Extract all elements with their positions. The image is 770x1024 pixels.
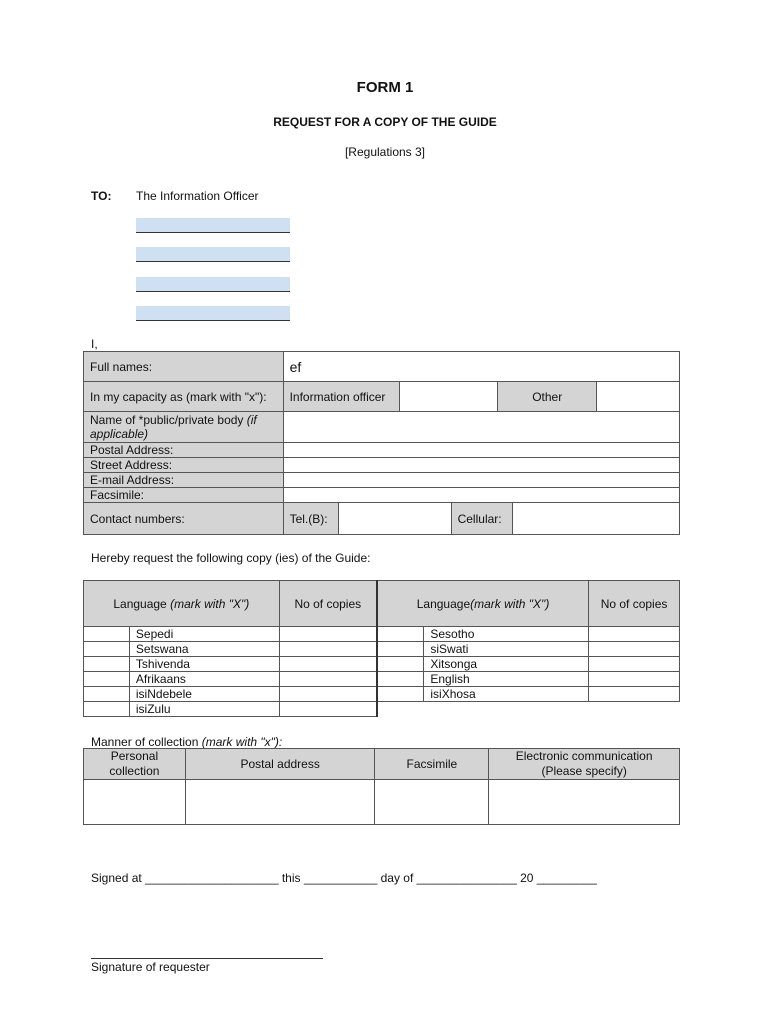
- mark-english[interactable]: [377, 672, 424, 687]
- officer-address-field-3[interactable]: [136, 277, 290, 292]
- tel-input[interactable]: [339, 503, 452, 534]
- copies-header-left: No of copies: [279, 581, 377, 627]
- copies-afrikaans[interactable]: [279, 672, 377, 687]
- language-label: Afrikaans: [129, 672, 279, 687]
- mark-afrikaans[interactable]: [84, 672, 130, 687]
- copies-isizulu[interactable]: [279, 702, 377, 717]
- capacity-info-officer-label: Information officer: [283, 382, 400, 412]
- empty-cell: [377, 702, 680, 717]
- full-names-input[interactable]: ef: [283, 352, 679, 382]
- collection-fax-input[interactable]: [375, 780, 489, 825]
- signed-at-line: Signed at ____________________ this ___________ day of _______________ 20 _________: [91, 871, 597, 885]
- recipient-label: The Information Officer: [136, 189, 259, 203]
- collection-label: Manner of collection (mark with "x"):: [91, 735, 283, 749]
- contact-numbers-label: Contact numbers:: [84, 503, 284, 535]
- collection-personal-input[interactable]: [84, 780, 186, 825]
- language-header-left: Language (mark with "X"): [84, 581, 280, 627]
- cellular-label: Cellular:: [452, 503, 513, 534]
- body-name-input[interactable]: [283, 412, 679, 443]
- officer-address-field-4[interactable]: [136, 306, 290, 321]
- copies-setswana[interactable]: [279, 642, 377, 657]
- language-label: isiZulu: [129, 702, 279, 717]
- copies-sepedi[interactable]: [279, 627, 377, 642]
- collection-fax-header: Facsimile: [375, 749, 489, 780]
- officer-address-field-1[interactable]: [136, 218, 290, 233]
- to-label: TO:: [91, 189, 112, 203]
- contact-row: [283, 503, 679, 535]
- cellular-input[interactable]: [513, 503, 679, 534]
- copies-siswati[interactable]: [589, 642, 680, 657]
- copies-english[interactable]: [589, 672, 680, 687]
- form-number: FORM 1: [356, 79, 414, 96]
- mark-isixhosa[interactable]: [377, 687, 424, 702]
- mark-isindebele[interactable]: [84, 687, 130, 702]
- capacity-other-checkbox[interactable]: [597, 382, 680, 412]
- capacity-info-officer-checkbox[interactable]: [400, 382, 498, 412]
- language-label: isiNdebele: [129, 687, 279, 702]
- language-label: isiXhosa: [424, 687, 589, 702]
- mark-sepedi[interactable]: [84, 627, 130, 642]
- language-header-right: Language(mark with "X"): [377, 581, 589, 627]
- mark-setswana[interactable]: [84, 642, 130, 657]
- language-label: Xitsonga: [424, 657, 589, 672]
- mark-isizulu[interactable]: [84, 702, 130, 717]
- collection-electronic-header: Electronic communication (Please specify): [489, 749, 680, 780]
- postal-address-label: Postal Address:: [84, 443, 284, 458]
- facsimile-label: Facsimile:: [84, 488, 284, 503]
- language-label: Setswana: [129, 642, 279, 657]
- mark-tshivenda[interactable]: [84, 657, 130, 672]
- copies-isindebele[interactable]: [279, 687, 377, 702]
- copies-xitsonga[interactable]: [589, 657, 680, 672]
- postal-address-input[interactable]: [283, 443, 679, 458]
- mark-sesotho[interactable]: [377, 627, 424, 642]
- signature-line[interactable]: [91, 958, 323, 959]
- copies-sesotho[interactable]: [589, 627, 680, 642]
- collection-postal-input[interactable]: [185, 780, 375, 825]
- full-names-label: Full names:: [84, 352, 284, 382]
- capacity-label: In my capacity as (mark with "x"):: [84, 382, 284, 412]
- mark-xitsonga[interactable]: [377, 657, 424, 672]
- collection-electronic-input[interactable]: [489, 780, 680, 825]
- officer-address-field-2[interactable]: [136, 247, 290, 262]
- copies-header-right: No of copies: [589, 581, 680, 627]
- mark-siswati[interactable]: [377, 642, 424, 657]
- signature-label: Signature of requester: [91, 960, 210, 974]
- language-label: Tshivenda: [129, 657, 279, 672]
- i-label: I,: [91, 337, 98, 351]
- tel-label: Tel.(B):: [284, 503, 339, 534]
- language-label: English: [424, 672, 589, 687]
- email-label: E-mail Address:: [84, 473, 284, 488]
- collection-postal-header: Postal address: [185, 749, 375, 780]
- street-address-label: Street Address:: [84, 458, 284, 473]
- copies-intro: Hereby request the following copy (ies) of the Guide:: [91, 551, 371, 565]
- capacity-other-label: Other: [498, 382, 597, 412]
- language-label: Sepedi: [129, 627, 279, 642]
- collection-personal-header: Personal collection: [84, 749, 186, 780]
- copies-tshivenda[interactable]: [279, 657, 377, 672]
- copies-isixhosa[interactable]: [589, 687, 680, 702]
- language-table: [83, 580, 680, 717]
- regulation-ref: [Regulations 3]: [344, 145, 426, 159]
- language-label: siSwati: [424, 642, 589, 657]
- street-address-input[interactable]: [283, 458, 679, 473]
- collection-table: [83, 748, 680, 825]
- email-input[interactable]: [283, 473, 679, 488]
- facsimile-input[interactable]: [283, 488, 679, 503]
- language-label: Sesotho: [424, 627, 589, 642]
- requester-table: [83, 351, 680, 535]
- form-title: REQUEST FOR A COPY OF THE GUIDE: [273, 115, 497, 129]
- body-name-label: Name of *public/private body (if applicable): [84, 412, 284, 443]
